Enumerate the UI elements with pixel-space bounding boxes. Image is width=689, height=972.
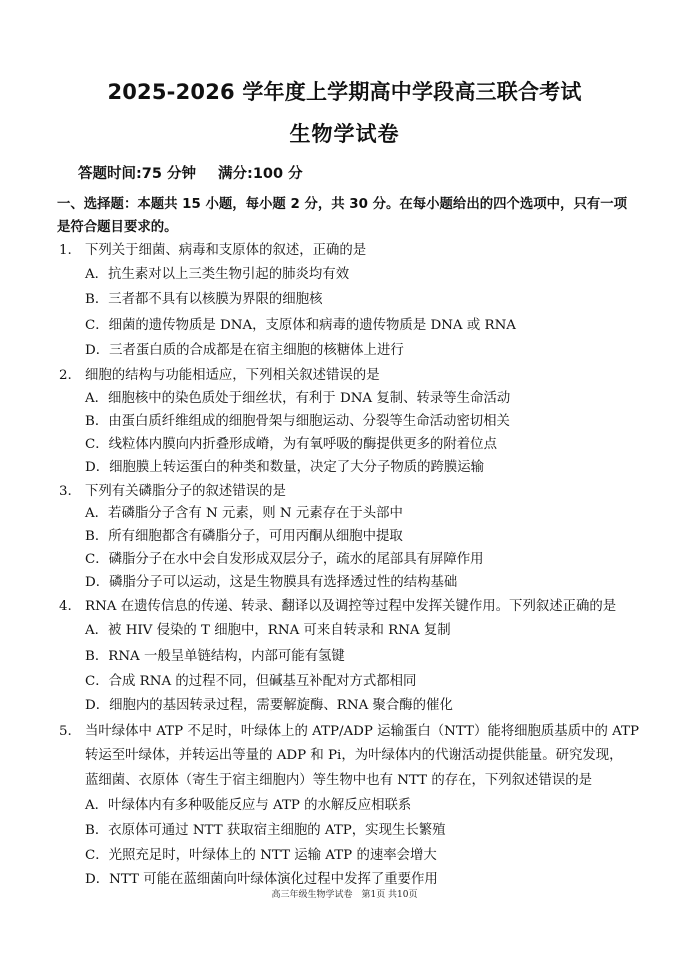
question-5-stem <box>59 723 639 741</box>
q1-option-a: A．抗生素对以上三类生物引起的肺炎均有效 <box>85 267 350 282</box>
question-number: 2. <box>59 368 72 383</box>
q3-option-a: A．若磷脂分子含有 N 元素，则 N 元素存在于头部中 <box>85 506 403 521</box>
question-2-stem <box>59 367 380 385</box>
q4-option-a: A．被 HIV 侵染的 T 细胞中，RNA 可来自转录和 RNA 复制 <box>85 623 451 638</box>
stem-text: 下列关于细菌、病毒和支原体的叙述，正确的是 <box>85 243 367 258</box>
q5-option-b: B．衣原体可通过 NTT 获取宿主细胞的 ATP，实现生长繁殖 <box>85 823 446 838</box>
q4-option-b: B．RNA 一般呈单链结构，内部可能有氢键 <box>85 649 345 664</box>
q4-option-d: D．细胞内的基因转录过程，需要解旋酶、RNA 聚合酶的催化 <box>85 698 453 713</box>
q3-option-c: C．磷脂分子在水中会自发形成双层分子，疏水的尾部具有屏障作用 <box>85 552 484 567</box>
q2-option-d: D．细胞膜上转运蛋白的种类和数量，决定了大分子物质的跨膜运输 <box>85 460 485 475</box>
q1-option-c: C．细菌的遗传物质是 DNA，支原体和病毒的遗传物质是 DNA 或 RNA <box>85 318 516 333</box>
q5-option-d: D．NTT 可能在蓝细菌向叶绿体演化过程中发挥了重要作用 <box>85 872 438 887</box>
q5-option-c: C．光照充足时，叶绿体上的 NTT 运输 ATP 的速率会增大 <box>85 848 437 863</box>
q3-option-d: D．磷脂分子可以运动，这是生物膜具有选择透过性的结构基础 <box>85 575 458 590</box>
exam-title: 2025-2026 学年度上学期高中学段高三联合考试 <box>107 80 582 104</box>
section-heading-line1: 一、选择题：本题共 15 小题，每小题 2 分，共 30 分。在每小题给出的四个选项中，只有一项 <box>57 197 628 212</box>
stem-text: 细胞的结构与功能相适应，下列相关叙述错误的是 <box>85 368 380 383</box>
question-4-stem <box>59 598 616 616</box>
q4-option-c: C．合成 RNA 的过程不同，但碱基互补配对方式都相同 <box>85 674 417 689</box>
q5-stem-line2: 转运至叶绿体，并转运出等量的 ADP 和 Pi，为叶绿体内的代谢活动提供能量。研究发现， <box>85 748 623 763</box>
question-number: 5. <box>59 724 72 739</box>
q1-option-b: B．三者都不具有以核膜为界限的细胞核 <box>85 292 323 307</box>
q2-option-c: C．线粒体内膜向内折叠形成嵴，为有氧呼吸的酶提供更多的附着位点 <box>85 437 497 452</box>
question-number: 1. <box>59 243 72 258</box>
q5-stem-line3: 蓝细菌、衣原体（寄生于宿主细胞内）等生物中也有 NTT 的存在，下列叙述错误的是 <box>85 773 593 788</box>
q1-option-d: D．三者蛋白质的合成都是在宿主细胞的核糖体上进行 <box>85 343 404 358</box>
section-heading-line2: 是符合题目要求的。 <box>57 220 178 235</box>
q3-option-b: B．所有细胞都含有磷脂分子，可用丙酮从细胞中提取 <box>85 529 403 544</box>
stem-text: RNA 在遗传信息的传递、转录、翻译以及调控等过程中发挥关键作用。下列叙述正确的是 <box>85 599 617 614</box>
stem-text: 当叶绿体中 ATP 不足时，叶绿体上的 ATP/ADP 运输蛋白（NTT）能将细胞质基质中的 ATP <box>85 724 640 739</box>
page-footer: 高三年级生物学试卷 第1页 共10页 <box>271 890 418 900</box>
question-number: 4. <box>59 599 72 614</box>
time-label: 答题时间:75 分钟 <box>78 166 197 182</box>
question-number: 3. <box>59 484 72 499</box>
question-3-stem <box>59 483 286 501</box>
subject-title: 生物学试卷 <box>289 122 400 146</box>
q5-option-a: A．叶绿体内有多种吸能反应与 ATP 的水解反应相联系 <box>85 798 412 813</box>
score-label: 满分:100 分 <box>218 166 303 182</box>
question-1-stem <box>59 242 366 260</box>
q2-option-b: B．由蛋白质纤维组成的细胞骨架与细胞运动、分裂等生命活动密切相关 <box>85 414 510 429</box>
exam-meta <box>78 162 303 183</box>
q2-option-a: A．细胞核中的染色质处于细丝状，有利于 DNA 复制、转录等生命活动 <box>85 391 511 406</box>
stem-text: 下列有关磷脂分子的叙述错误的是 <box>85 484 286 499</box>
